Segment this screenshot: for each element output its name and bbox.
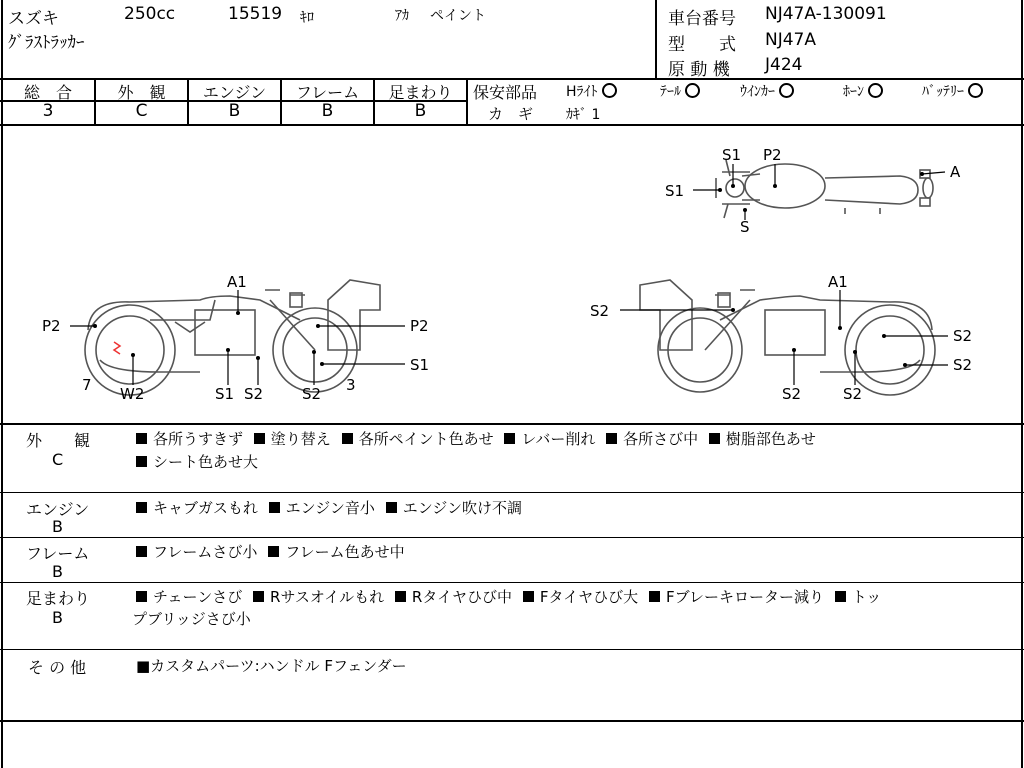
suspension-grade: B [414, 101, 427, 121]
rule [0, 537, 1024, 538]
label-s2: S2 [302, 385, 322, 403]
remark-label-suspension: 足まわり [26, 589, 91, 608]
bullet-icon [504, 433, 515, 444]
bullet-icon [136, 433, 147, 444]
exterior-label: 外 観 [117, 83, 166, 102]
maker: スズキ [8, 9, 59, 29]
bullet-icon [606, 433, 617, 444]
bullet-icon [253, 591, 264, 602]
bullet-icon [136, 456, 147, 467]
remark-label-frame: フレーム [26, 544, 90, 563]
remark-grade-frame: B [52, 562, 63, 581]
bullet-icon [395, 591, 406, 602]
ok-circle-icon [779, 83, 794, 98]
color: ｱｶ [395, 8, 409, 24]
label-s2: S2 [953, 327, 973, 345]
mileage-unit: ｷﾛ [300, 10, 314, 26]
model-label: 型 式 [668, 35, 736, 55]
label-s1: S1 [665, 182, 685, 200]
bullet-icon [254, 433, 265, 444]
suspension-grade-label: 足まわり [388, 83, 453, 102]
leaders-right [620, 290, 948, 385]
engine-grade: B [228, 101, 241, 121]
paint: ペイント [430, 8, 486, 24]
bullet-icon [649, 591, 660, 602]
safety-battery: ﾊﾞｯﾃﾘｰ [922, 81, 983, 101]
label-a1: A1 [828, 273, 848, 291]
remark-label-engine: エンジン [26, 500, 90, 519]
remark-suspension-line1: チェーンさび Rサスオイルもれ Rタイヤひび中 Fタイヤひび大 Fブレーキローター減り トッ [130, 586, 881, 607]
remark-exterior-line1: 各所うすきず 塗り替え 各所ペイント色あせ レバー削れ 各所さび中 樹脂部色あせ [130, 428, 816, 449]
remark-grade-exterior: C [52, 450, 64, 469]
bullet-icon [709, 433, 720, 444]
remark-grade-engine: B [52, 517, 63, 536]
label-w2: W2 [120, 385, 145, 403]
remark-exterior-line2: シート色あせ大 [130, 451, 258, 472]
remark-engine-line1: キャブガスもれ エンジン音小 エンジン吹け不調 [130, 497, 522, 518]
safety-winker: ｳｲﾝｶｰ [740, 81, 794, 101]
remark-label-other: そ の 他 [28, 658, 87, 677]
ok-circle-icon [868, 83, 883, 98]
remark-frame-line1: フレームさび小 フレーム色あせ中 [130, 541, 405, 562]
overall-grade: 3 [42, 101, 54, 121]
label-s2: S2 [782, 385, 802, 403]
damage-diagram [0, 126, 1024, 422]
rule [0, 649, 1024, 650]
displacement: 250cc [124, 4, 176, 24]
rule [0, 582, 1024, 583]
label-s2: S2 [590, 302, 610, 320]
label-s2: S2 [244, 385, 264, 403]
remark-grade-suspension: B [52, 608, 63, 627]
label-s2: S2 [843, 385, 863, 403]
frame-grade: B [321, 101, 334, 121]
bullet-icon [136, 502, 147, 513]
remark-other-text: ■カスタムパーツ:ハンドル Fフェンダー [136, 657, 407, 675]
bullet-icon [386, 502, 397, 513]
bullet-icon [835, 591, 846, 602]
safety-label: 保安部品 [473, 83, 538, 102]
safety-tail: ﾃｰﾙ [660, 81, 700, 101]
bike-right-view [640, 280, 935, 395]
exterior-grade: C [135, 101, 148, 121]
overall-label: 総 合 [23, 83, 72, 102]
model-code: NJ47A [765, 30, 816, 50]
bullet-icon [269, 502, 280, 513]
ok-circle-icon [602, 83, 617, 98]
bullet-icon [136, 546, 147, 557]
label-3: 3 [346, 376, 356, 394]
key-label: カ ギ [488, 105, 534, 123]
label-p2: P2 [42, 317, 61, 335]
key-value: ｶｷﾞ 1 [566, 107, 601, 123]
engine-code: J424 [765, 55, 803, 75]
label-a: A [950, 163, 961, 181]
remark-suspension-line2: プブリッジさび小 [132, 610, 251, 628]
label-s1: S1 [410, 356, 430, 374]
label-s1: S1 [722, 146, 742, 164]
frame-grade-label: フレーム [295, 83, 360, 102]
label-p2: P2 [763, 146, 782, 164]
remark-label-exterior: 外 観 [26, 431, 91, 450]
frame-no-label: 車台番号 [668, 9, 736, 29]
rule [0, 423, 1024, 425]
engine-grade-label: エンジン [202, 83, 267, 102]
bullet-icon [136, 591, 147, 602]
ok-circle-icon [685, 83, 700, 98]
divider [466, 78, 468, 125]
label-7: 7 [82, 376, 92, 394]
bullet-icon [342, 433, 353, 444]
bike-top-view [716, 160, 933, 218]
model-name: ｸﾞﾗｽﾄﾗｯｶｰ [8, 33, 85, 53]
safety-horn: ﾎｰﾝ [843, 81, 883, 101]
rule [0, 492, 1024, 493]
rule [0, 720, 1024, 722]
label-p2: P2 [410, 317, 429, 335]
label-s1: S1 [215, 385, 235, 403]
frame-no: NJ47A-130091 [765, 4, 887, 24]
label-s: S [740, 218, 750, 236]
mileage: 15519 [228, 4, 283, 24]
label-s2: S2 [953, 356, 973, 374]
bike-left-view [85, 280, 380, 395]
engine-label: 原 動 機 [668, 60, 730, 80]
safety-headlight: Hﾗｲﾄ [566, 81, 617, 101]
bullet-icon [523, 591, 534, 602]
divider [655, 0, 657, 78]
bullet-icon [268, 546, 279, 557]
label-a1: A1 [227, 273, 247, 291]
ok-circle-icon [968, 83, 983, 98]
